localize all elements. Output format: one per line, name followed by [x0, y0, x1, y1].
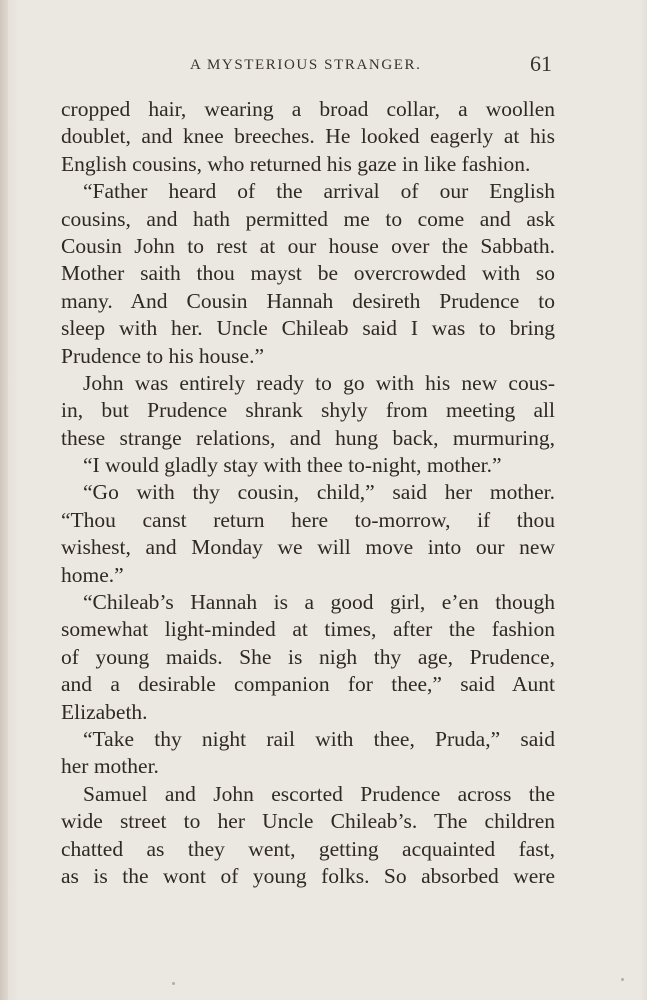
text-line: “Go with thy cousin, child,” said her mother. [83, 480, 555, 505]
text-line: English cousins, who returned his gaze in like fashion. [61, 151, 531, 176]
text-line: “Chileab’s Hannah is a good girl, e’en though [83, 590, 555, 615]
text-line: Elizabeth. [61, 699, 148, 724]
text-line: cousins, and hath permitted me to come and ask [61, 206, 555, 231]
text-line: her mother. [61, 754, 159, 779]
text-line: cropped hair, wearing a broad collar, a woollen [61, 97, 555, 121]
text-line: of young maids. She is nigh thy age, Prudence, [61, 644, 555, 669]
text-line: “Take thy night rail with thee, Pruda,” said [83, 726, 555, 751]
text-line: wishest, and Monday we will move into our new [61, 535, 555, 560]
text-line: “I would gladly stay with thee to-night, mother.” [83, 453, 502, 478]
text-line: in, but Prudence shrank shyly from meeting all [61, 398, 555, 423]
chapter-title: A MYSTERIOUS STRANGER. [190, 57, 422, 73]
text-line: wide street to her Uncle Chileab’s. The children [61, 809, 555, 834]
page-number: 61 [530, 51, 552, 76]
text-line: somewhat light-minded at times, after the fashion [61, 617, 555, 642]
text-line: and a desirable companion for thee,” said Aunt [61, 672, 555, 697]
text-line: Cousin John to rest at our house over the Sabbath. [61, 233, 555, 258]
text-line: Mother saith thou mayst be overcrowded with so [61, 261, 555, 286]
text-line: doublet, and knee breeches. He looked eagerly at his [61, 124, 555, 149]
running-head [0, 51, 647, 83]
paper-speck [172, 982, 175, 985]
text-line: these strange relations, and hung back, murmuring, [61, 425, 555, 450]
text-line: chatted as they went, getting acquainted fast, [61, 836, 555, 861]
page-gutter [0, 0, 8, 1000]
text-line: home.” [61, 562, 124, 587]
text-line: “Thou canst return here to-morrow, if thou [61, 507, 555, 532]
text-line: “Father heard of the arrival of our English [83, 179, 555, 204]
paper-speck [621, 978, 624, 981]
text-line: as is the wont of young folks. So absorbed were [61, 863, 555, 888]
text-line: Prudence to his house.” [61, 343, 265, 368]
text-line: many. And Cousin Hannah desireth Prudence to [61, 288, 555, 313]
text-line: John was entirely ready to go with his new cous- [83, 370, 555, 395]
text-line: Samuel and John escorted Prudence across the [83, 781, 555, 806]
body-text [61, 96, 555, 890]
text-line: sleep with her. Uncle Chileab said I was to bring [61, 316, 555, 341]
